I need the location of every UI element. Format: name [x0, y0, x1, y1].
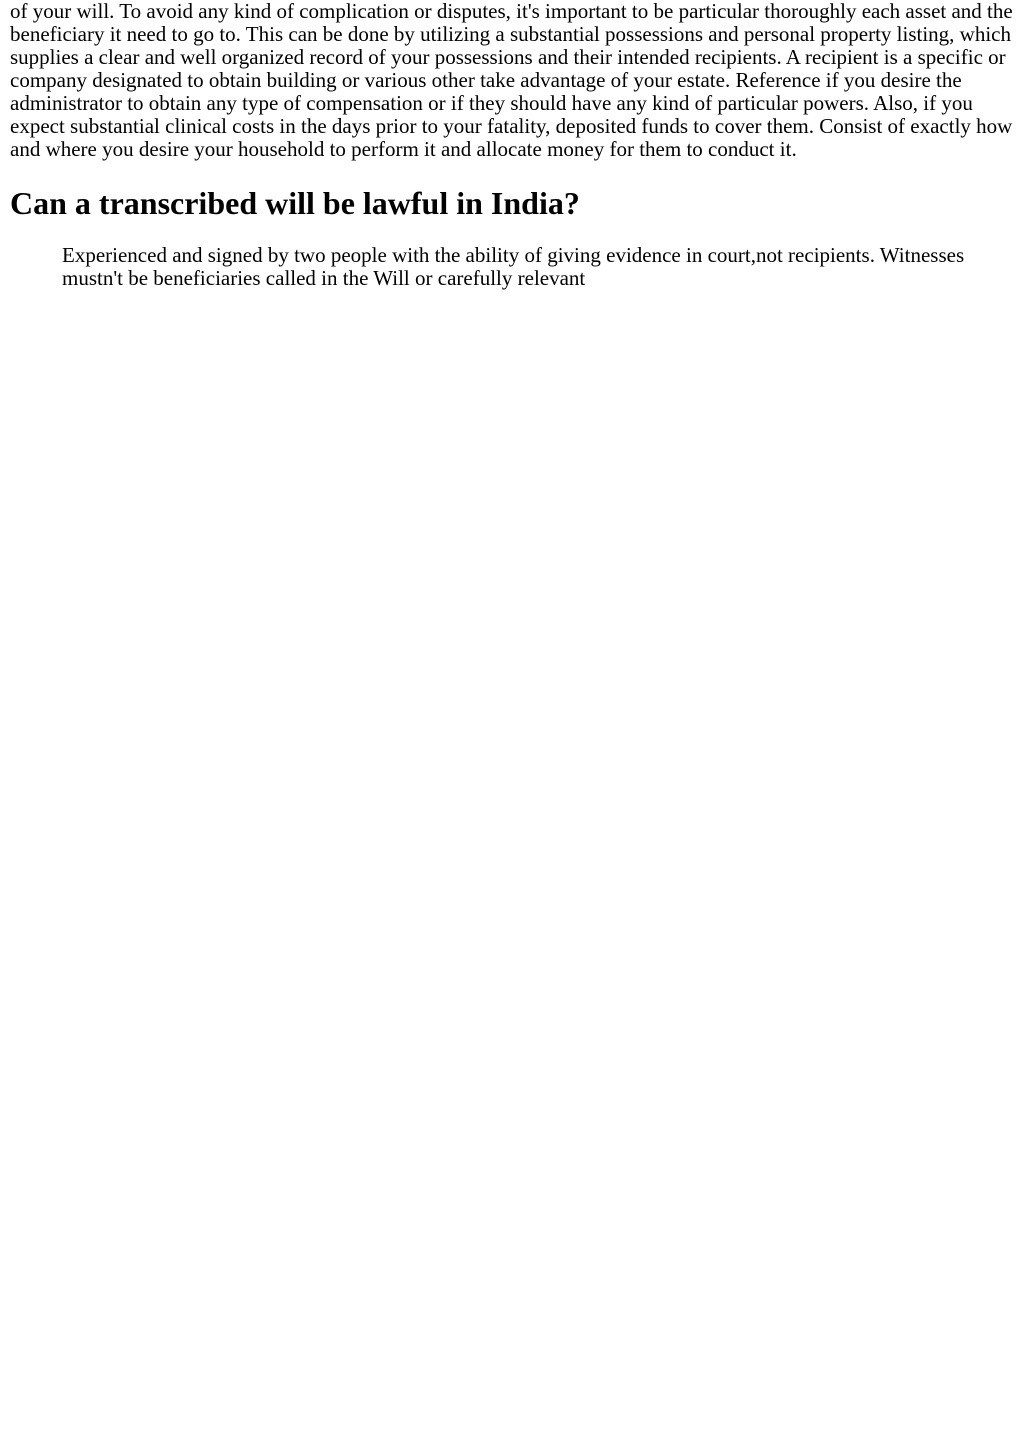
section-heading: Can a transcribed will be lawful in India? — [10, 185, 580, 221]
intro-paragraph: of your will. To avoid any kind of complication or disputes, it's important to be particular thoroughly each asset and the beneficiary it need to go to. This can be done by utilizing a substantial possessions and personal property listing, which supplies a clear and well organized record of your possessions and their intended recipients. A recipient is a specific or company designated to obtain building or various other take advantage of your estate. Reference if you desire the administrator to obtain any type of compensation or if they should have any kind of particular powers. Also, if you expect substantial clinical costs in the days prior to your fatality, deposited funds to cover them. Consist of exactly how and where you desire your household to perform it and allocate money for them to conduct it. — [10, 0, 1013, 161]
blockquote-paragraph: Experienced and signed by two people with the ability of giving evidence in court,not recipients. Witnesses mustn't be beneficiaries called in the Will or carefully relevant — [62, 243, 965, 290]
